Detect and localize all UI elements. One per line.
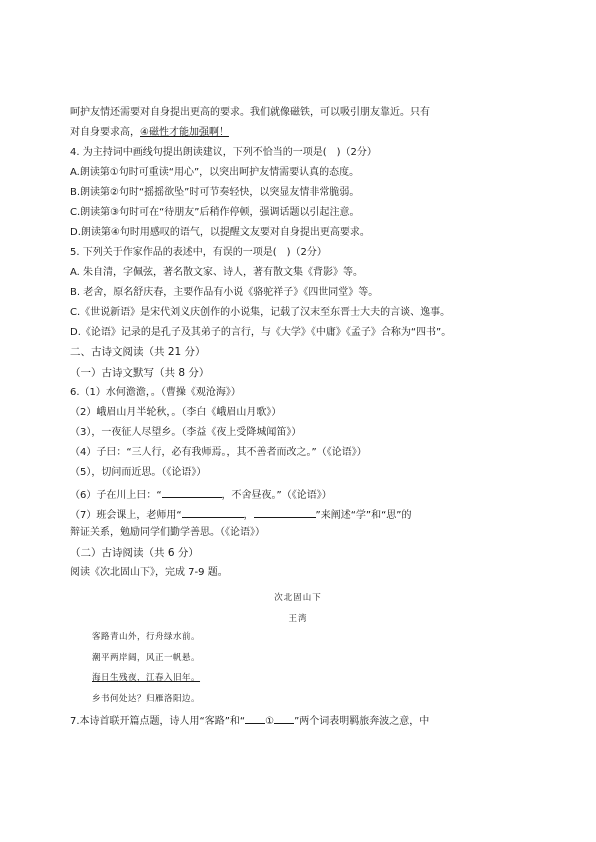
subsection-heading: （一）古诗文默写（共 8 分） bbox=[70, 367, 210, 379]
question-7 bbox=[70, 712, 429, 729]
option-4b: B.朗读第②句时“摇摇欲坠”时可节奏轻快，以突显友情非常脆弱。 bbox=[70, 187, 360, 198]
blank-marker: ① bbox=[265, 716, 275, 727]
section-heading: 二、古诗文阅读（共 21 分） bbox=[70, 346, 206, 358]
text-segment: ， bbox=[243, 510, 254, 521]
option-5d: D.《论语》记录的是孔子及其弟子的言行，与《大学》《中庸》《孟子》合称为“四书”。 bbox=[70, 327, 452, 338]
answer-blank[interactable] bbox=[162, 486, 222, 498]
poem-line-underlined: 海日生残夜，江春入旧年。 bbox=[92, 673, 201, 683]
answer-blank[interactable] bbox=[182, 506, 244, 518]
question-6-6 bbox=[70, 486, 332, 503]
option-5a: A. 朱自清，字佩弦，著名散文家、诗人，著有散文集《背影》等。 bbox=[70, 267, 364, 278]
text-line: 呵护友情还需要对自身提出更高的要求。我们就像磁铁，可以吸引朋友靠近。只有 bbox=[70, 107, 430, 118]
poem-line: 潮平两岸阔，风正一帆悬。 bbox=[92, 653, 201, 663]
reading-instruction: 阅读《次北固山下》，完成 7-9 题。 bbox=[70, 567, 228, 578]
answer-blank[interactable] bbox=[254, 506, 316, 518]
question-6-7 bbox=[70, 506, 411, 523]
poem-author: 王湾 bbox=[288, 614, 308, 624]
question-5: 5. 下列关于作家作品的表述中，有误的一项是( )（2分） bbox=[70, 247, 327, 258]
question-4: 4. 为主持词中画线句提出朗读建议，下列不恰当的一项是( )（2分） bbox=[70, 147, 377, 158]
option-4a: A.朗读第①句时可重读“用心”，以突出呵护友情需要认真的态度。 bbox=[70, 167, 360, 178]
text-segment: （7）班会课上，老师用“ bbox=[70, 510, 182, 521]
text-line: 辩证关系，勉励同学们勤学善思。（《论语》） bbox=[70, 527, 265, 538]
text-line bbox=[70, 126, 229, 140]
poem-line: 客路青山外，行舟绿水前。 bbox=[92, 632, 201, 642]
text-segment: （6）子在川上曰：“ bbox=[70, 490, 162, 501]
text-segment: ”来阐述“学”和“思”的 bbox=[315, 510, 412, 521]
text-segment: ，不舍昼夜。”（《论语》） bbox=[221, 490, 332, 501]
subsection-heading: （二）古诗阅读（共 6 分） bbox=[70, 547, 199, 559]
answer-blank[interactable] bbox=[245, 712, 265, 724]
text-segment: 对自身要求高， bbox=[70, 127, 140, 138]
text-segment: 7.本诗首联开篇点题，诗人用“客路”和“ bbox=[70, 716, 246, 727]
text-segment: ”两个词表明羁旅奔波之意，中 bbox=[294, 716, 430, 727]
question-6-5: （5），切问而近思。（《论语》） bbox=[70, 467, 207, 478]
poem-title: 次北固山下 bbox=[274, 593, 322, 603]
underlined-sentence: ④磁性才能加强啊！ bbox=[140, 127, 229, 138]
option-5b: B. 老舍，原名舒庆春，主要作品有小说《骆驼祥子》《四世同堂》等。 bbox=[70, 287, 379, 298]
option-4d: D.朗读第④句时用感叹的语气，以提醒文友要对自身提出更高要求。 bbox=[70, 227, 370, 238]
poem-line: 乡书何处达？归雁洛阳边。 bbox=[92, 694, 201, 704]
question-6-3: （3），一夜征人尽望乡。（李益《夜上受降城闻笛》） bbox=[70, 427, 302, 438]
question-6-1: 6.（1）水何澹澹，。（曹操《观沧海》） bbox=[70, 387, 241, 398]
answer-blank[interactable] bbox=[274, 712, 294, 724]
question-6-2: （2）峨眉山月半轮秋，。（李白《峨眉山月歌》） bbox=[70, 407, 282, 418]
option-4c: C.朗读第③句时可在“待朋友”后稍作停顿，强调话题以引起注意。 bbox=[70, 207, 360, 218]
option-5c: C.《世说新语》是宋代刘义庆创作的小说集，记载了汉末至东晋士大夫的言谈、逸事。 bbox=[70, 307, 451, 318]
question-6-4: （4）子曰：“三人行，必有我师焉。，其不善者而改之。”（《论语》） bbox=[70, 447, 367, 458]
